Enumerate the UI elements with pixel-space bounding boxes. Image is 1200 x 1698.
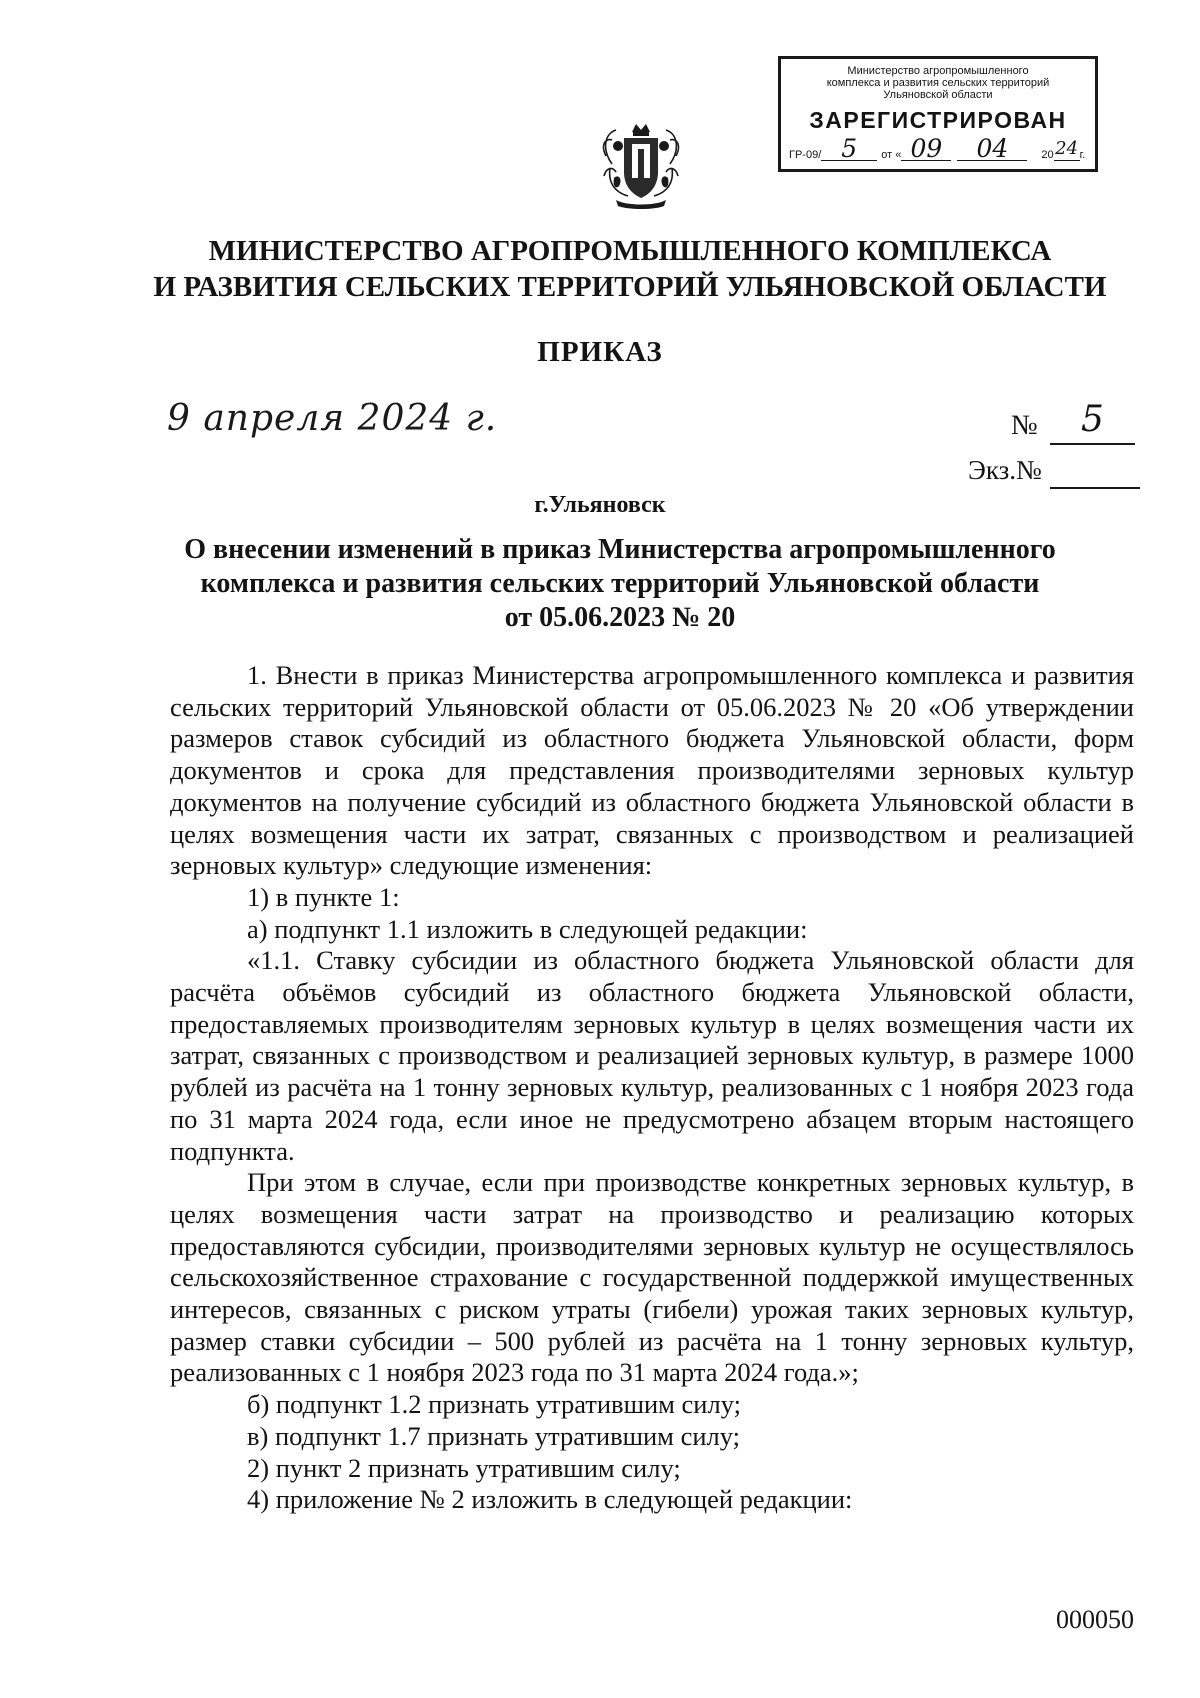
registration-stamp bbox=[778, 56, 1098, 172]
ministry-name-line1: МИНИСТЕРСТВО АГРОПРОМЫШЛЕННОГО КОМПЛЕКСА bbox=[208, 235, 1052, 267]
stamp-year-end: г. bbox=[1079, 149, 1086, 161]
order-number-label: № bbox=[1011, 410, 1038, 441]
stamp-org-line3: Ульяновской области bbox=[883, 89, 993, 101]
stamp-registered: ЗАРЕГИСТРИРОВАН bbox=[809, 107, 1067, 133]
stamp-org-line1: Министерство агропромышленного bbox=[847, 65, 1029, 77]
order-body bbox=[170, 660, 1134, 1516]
subject-line3: от 05.06.2023 № 20 bbox=[504, 602, 736, 633]
copy-number-label: Экз.№ bbox=[968, 455, 1042, 485]
copy-number-line bbox=[1050, 487, 1140, 489]
stamp-org-line2: комплекса и развития сельских территорий bbox=[826, 77, 1050, 89]
handwritten-date: 9 апреля 2024 г. bbox=[167, 398, 498, 439]
stamp-prefix: ГР-09/ bbox=[789, 149, 822, 161]
stamp-from-label: от « bbox=[881, 149, 902, 161]
body-paragraph-4: «1.1. Ставку субсидии из областного бюджета Ульяновской области для расчёта объёмов субсидий из областного бюджета Ульяновской области, предоставляемых производителям зерновых культур в целях возмещения части их затрат, связанных с производством и реализацией зерновых культур, в размере 1000 рублей из расчёта на 1 тонну зерновых культур, реализованных с 1 ноября 2023 года по 31 марта 2024 года, если иное не предусмотрено абзацем вторым настоящего подпункта. bbox=[170, 945, 1134, 1166]
body-paragraph-6: б) подпункт 1.2 признать утратившим силу; bbox=[247, 1389, 741, 1420]
document-type: ПРИКАЗ bbox=[537, 336, 663, 368]
stamp-year-prefix: 20 bbox=[1041, 149, 1054, 161]
stamp-number: 5 bbox=[821, 138, 877, 161]
order-number-value: 5 bbox=[1050, 397, 1135, 445]
subject-line1: О внесении изменений в приказ Министерства агропромышленного bbox=[184, 534, 1056, 565]
subject-line2: комплекса и развития сельских территорий Ульяновской области bbox=[200, 568, 1040, 599]
page-code: 000050 bbox=[1056, 1605, 1134, 1634]
body-paragraph-9: 4) приложение № 2 изложить в следующей редакции: bbox=[247, 1484, 853, 1515]
stamp-day: 09 bbox=[901, 138, 951, 161]
ministry-name bbox=[150, 233, 1110, 305]
coat-of-arms-icon bbox=[598, 116, 684, 212]
body-paragraph-2: 1) в пункте 1: bbox=[247, 881, 400, 912]
ministry-name-line2: И РАЗВИТИЯ СЕЛЬСКИХ ТЕРРИТОРИЙ УЛЬЯНОВСКОЙ ОБЛАСТИ bbox=[153, 271, 1107, 303]
body-paragraph-7: в) подпункт 1.7 признать утратившим силу; bbox=[247, 1420, 741, 1451]
stamp-year-suffix: 24 bbox=[1055, 138, 1079, 159]
body-paragraph-3: а) подпункт 1.1 изложить в следующей редакции: bbox=[247, 913, 808, 944]
stamp-month: 04 bbox=[957, 138, 1027, 161]
order-subject bbox=[180, 533, 1060, 635]
stamp-registration-row bbox=[789, 134, 1089, 163]
body-paragraph-5: При этом в случае, если при производстве конкретных зерновых культур, в целях возмещения части затрат на производство и реализацию которых предоставляются субсидии, производителями зерновых культур не осуществлялось сельскохозяйственное страхование с государственной поддержкой имущественных интересов, связанных с риском утраты (гибели) урожая таких зерновых культур, размер ставки субсидии – 500 рублей из расчёта на 1 тонну зерновых культур, реализованных с 1 ноября 2023 года по 31 марта 2024 года.»; bbox=[170, 1167, 1134, 1388]
body-paragraph-1: 1. Внести в приказ Министерства агропромышленного комплекса и развития сельских территорий Ульяновской области от 05.06.2023 № 20 «Об утверждении размеров ставок субсидий из областного бюджета Ульяновской области, форм документов и срока для представления производителями зерновых культур документов на получение субсидий из областного бюджета Ульяновской области в целях возмещения части их затрат, связанных с производством и реализацией зерновых культур» следующие изменения: bbox=[170, 660, 1134, 881]
city: г.Ульяновск bbox=[534, 492, 666, 518]
body-paragraph-8: 2) пункт 2 признать утратившим силу; bbox=[247, 1452, 681, 1483]
